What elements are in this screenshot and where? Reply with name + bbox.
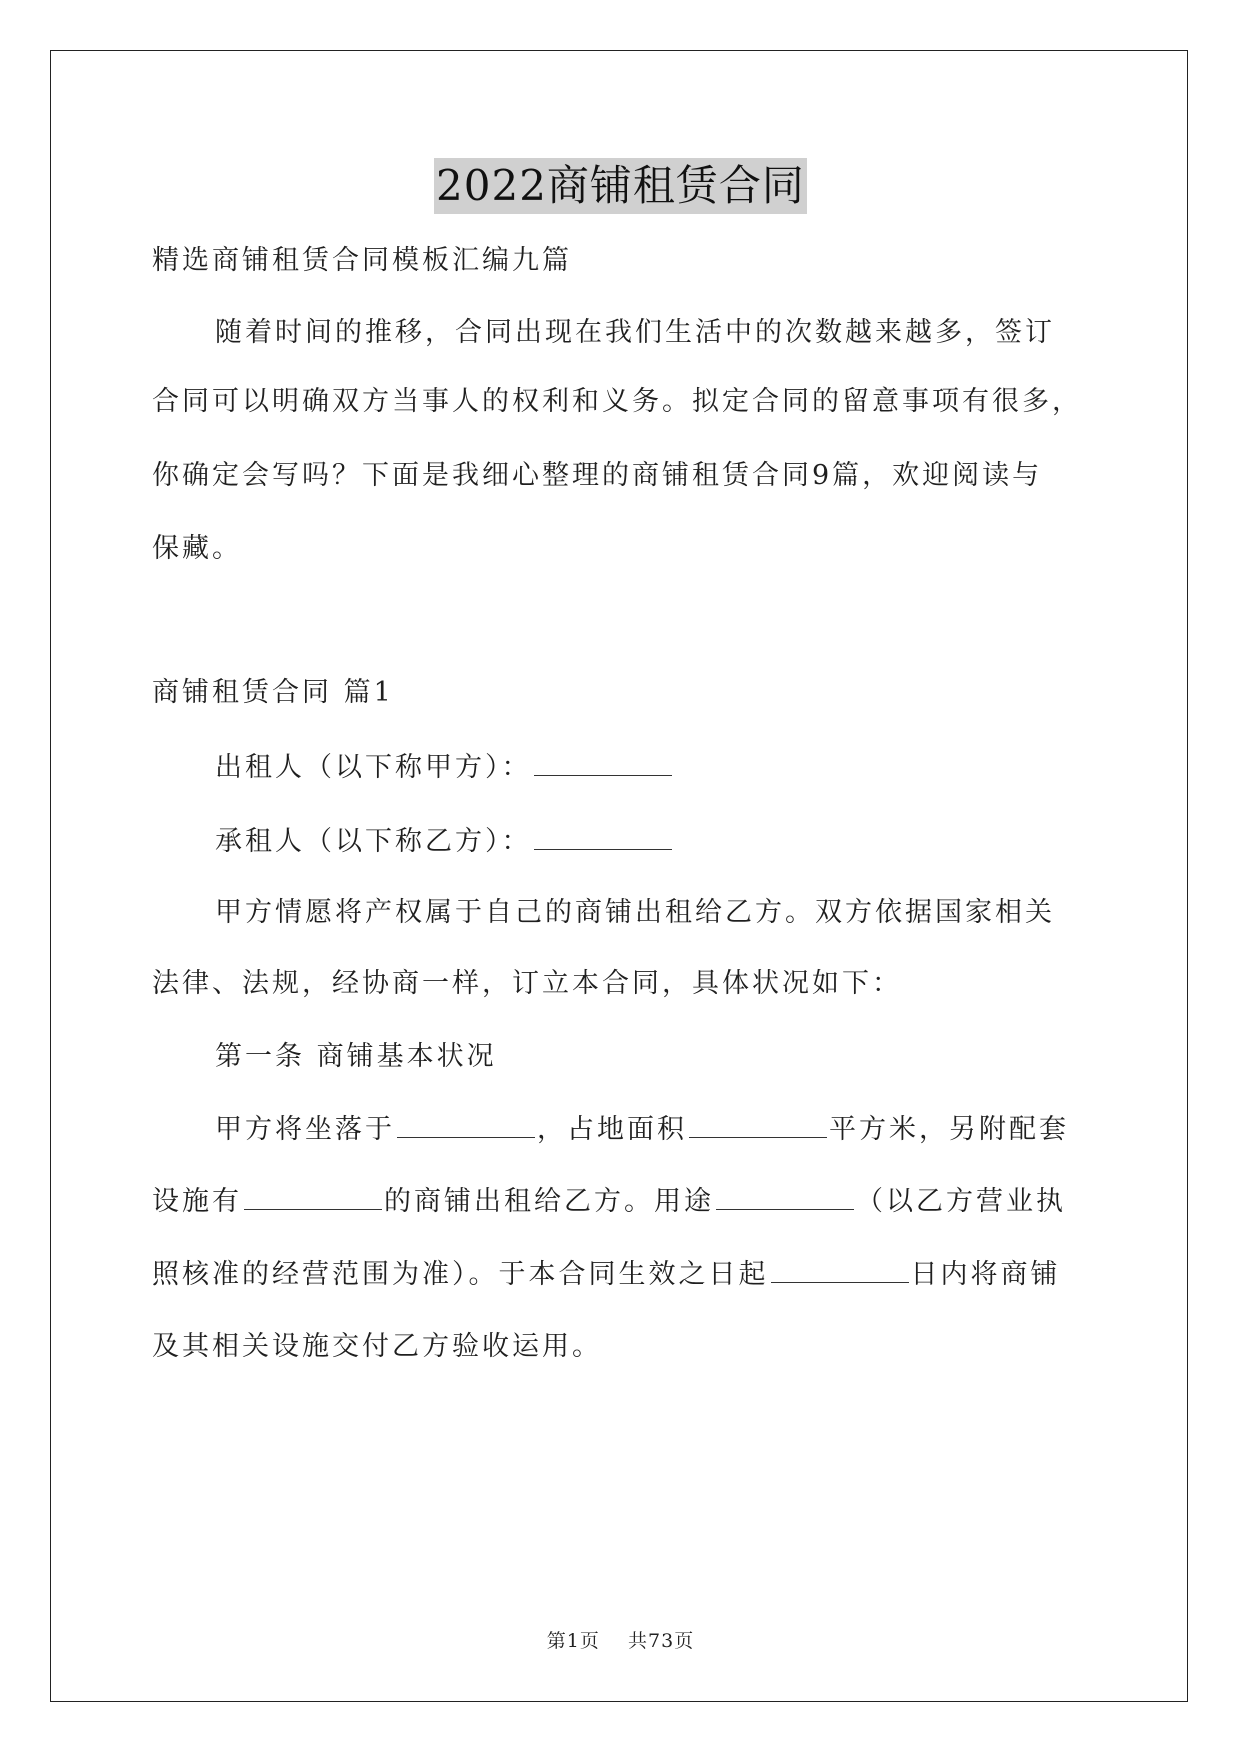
article1-line-3 xyxy=(152,1258,1061,1292)
page-footer xyxy=(0,1626,1241,1653)
lessee-label: 承租人（以下称乙方）： xyxy=(215,826,532,857)
article1-line2-a: 设施有 xyxy=(152,1186,242,1217)
lessee-line xyxy=(215,825,674,859)
days-blank[interactable] xyxy=(771,1260,909,1283)
article1-line-4: 及其相关设施交付乙方验收运用。 xyxy=(152,1331,602,1362)
title-wrap xyxy=(0,158,1241,214)
article1-line3-a: 照核准的经营范围为准）。于本合同生效之日起 xyxy=(152,1259,769,1290)
location-blank[interactable] xyxy=(397,1115,535,1138)
section-heading: 商铺租赁合同 篇1 xyxy=(152,677,394,708)
article1-line-2 xyxy=(152,1185,1066,1219)
agreement-line-2: 法律、法规，经协商一样，订立本合同，具体状况如下： xyxy=(152,968,902,999)
article1-heading: 第一条 商铺基本状况 xyxy=(215,1041,497,1072)
article1-line1-c: 平方米，另附配套 xyxy=(829,1114,1069,1145)
lessee-blank[interactable] xyxy=(534,827,672,850)
lessor-label: 出租人（以下称甲方）： xyxy=(215,752,532,783)
facilities-blank[interactable] xyxy=(244,1187,382,1210)
page-number: 第1页 xyxy=(546,1630,600,1652)
subtitle: 精选商铺租赁合同模板汇编九篇 xyxy=(152,245,572,276)
agreement-line-1: 甲方情愿将产权属于自己的商铺出租给乙方。双方依据国家相关 xyxy=(215,897,1055,928)
article1-line-1 xyxy=(215,1113,1069,1147)
page-total: 共73页 xyxy=(628,1630,695,1652)
lessor-blank[interactable] xyxy=(534,753,672,776)
article1-line2-c: （以乙方营业执 xyxy=(856,1186,1066,1217)
page-border xyxy=(50,50,1188,1702)
area-blank[interactable] xyxy=(689,1115,827,1138)
document-title: 2022商铺租赁合同 xyxy=(434,158,807,214)
article1-line1-b: ，占地面积 xyxy=(537,1114,687,1145)
intro-line-1: 随着时间的推移，合同出现在我们生活中的次数越来越多，签订 xyxy=(215,317,1055,348)
usage-blank[interactable] xyxy=(716,1187,854,1210)
article1-line1-a: 甲方将坐落于 xyxy=(215,1114,395,1145)
intro-line-3: 你确定会写吗？下面是我细心整理的商铺租赁合同9篇，欢迎阅读与 xyxy=(152,460,1043,491)
intro-line-2: 合同可以明确双方当事人的权利和义务。拟定合同的留意事项有很多， xyxy=(152,386,1082,417)
intro-line-4: 保藏。 xyxy=(152,533,242,564)
lessor-line xyxy=(215,751,674,785)
article1-line3-b: 日内将商铺 xyxy=(910,1259,1061,1290)
article1-line2-b: 的商铺出租给乙方。用途 xyxy=(384,1186,714,1217)
